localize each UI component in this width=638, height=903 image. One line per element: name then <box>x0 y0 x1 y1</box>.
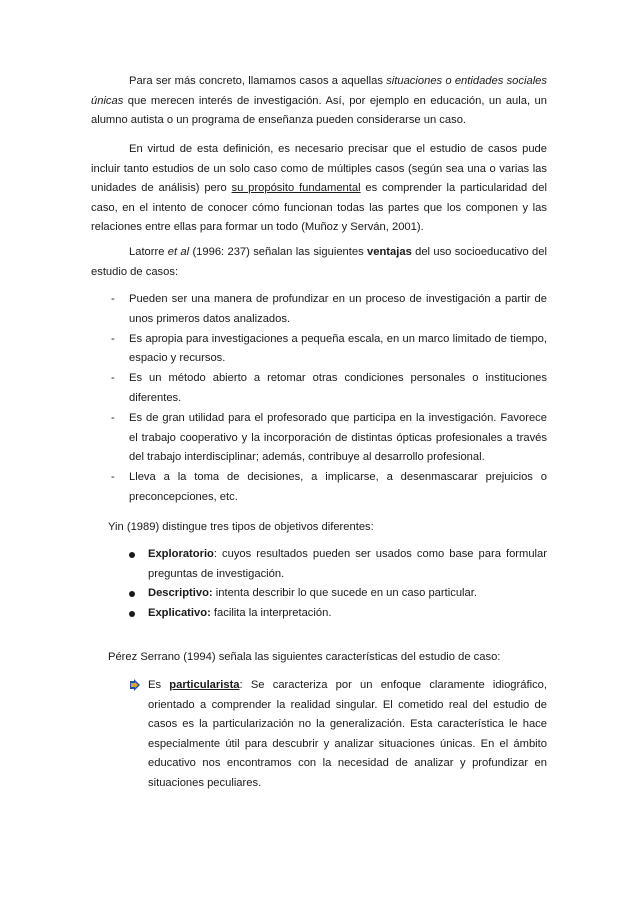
bold-text: particularista <box>169 679 240 691</box>
list-item <box>129 584 547 604</box>
text: Para ser más concreto, llamamos casos a aquellas <box>129 75 387 87</box>
list-item: - Es apropia para investigaciones a pequeña escala, en un marco limitado de tiempo, espacio y recursos. <box>112 330 547 369</box>
objective-term: Explicativo: <box>148 606 211 619</box>
paragraph-case-scope <box>91 140 547 238</box>
text: (1996: 237) señalan las siguientes <box>189 246 368 258</box>
bullet-icon <box>129 611 135 617</box>
objective-text: facilita la interpretación. <box>210 606 332 619</box>
text: Es <box>148 679 170 691</box>
paragraph-perez-intro: Pérez Serrano (1994) señala las siguientes características del estudio de caso: <box>108 651 501 663</box>
paragraph-case-definition <box>91 72 547 131</box>
objectives-list <box>129 545 547 623</box>
objective-text: cuyos resultados pueden ser usados como base para formular preguntas de investigación. <box>148 548 547 580</box>
bold-text: ventajas <box>367 246 412 258</box>
list-item <box>129 676 547 794</box>
text: Latorre <box>129 246 168 258</box>
italic-text: situaciones o entidades sociales únicas <box>91 75 547 107</box>
bullet-icon <box>129 591 135 597</box>
list-item <box>129 604 547 624</box>
list-item <box>129 545 547 584</box>
paragraph-yin-intro: Yin (1989) distingue tres tipos de objetivos diferentes: <box>108 521 374 533</box>
list-item: - Lleva a la toma de decisiones, a implicarse, a desenmascarar prejuicios o preconcepciones, etc. <box>112 468 547 507</box>
text: que merecen interés de investigación. Así, por ejemplo en educación, un aula, un alumno autista o un programa de enseñanza pueden considerarse un caso. <box>91 94 547 127</box>
text: es comprender la particularidad del caso, en el intento de conocer cómo funcionan todas las partes que los componen y las relaciones entre ellas para formar un todo (Muñoz y Serván, 2001). <box>91 182 547 234</box>
objective-term: Descriptivo: <box>148 587 213 600</box>
text: En virtud de esta definición, es necesario precisar que el estudio de casos pude incluir tanto estudios de un solo caso como de múltiples casos (según sea una o varias las unidades de análisis) pero <box>91 143 547 195</box>
objective-text: intenta describir lo que sucede en un caso particular. <box>212 587 477 600</box>
text: del uso socioeducativo del estudio de casos: <box>91 246 547 278</box>
bullet-icon <box>129 552 135 558</box>
text: : <box>213 548 217 560</box>
text: : Se caracteriza por un enfoque claramente idiográfico, orientado a comprender la realidad singular. El cometido real del estudio de casos es la particularización no la generalización. Esta característica le hace especialmente útil para descubrir y analizar situaciones únicas. En el ámbito educativo nos encontramos con la necesidad de analizar y profundizar en situaciones peculiares. <box>148 679 547 789</box>
list-item: - Es un método abierto a retomar otras condiciones personales o instituciones diferentes. <box>112 369 547 408</box>
list-item: - Es de gran utilidad para el profesorado que participa en la investigación. Favorece el trabajo cooperativo y la incorporación de distintas ópticas profesionales a través del trabajo interdisciplinar; además, contribuye al desarrollo profesional. <box>112 409 547 468</box>
arrow-bullet-icon <box>129 679 142 692</box>
advantages-list <box>112 290 547 508</box>
list-item: - Pueden ser una manera de profundizar en un proceso de investigación a partir de unos primeros datos analizados. <box>112 290 547 329</box>
underlined-text: su propósito fundamental <box>231 182 361 195</box>
objective-term: Exploratorio <box>148 548 214 560</box>
italic-text: et al <box>167 246 190 258</box>
paragraph-latorre <box>91 243 547 282</box>
characteristics-list <box>129 676 547 794</box>
